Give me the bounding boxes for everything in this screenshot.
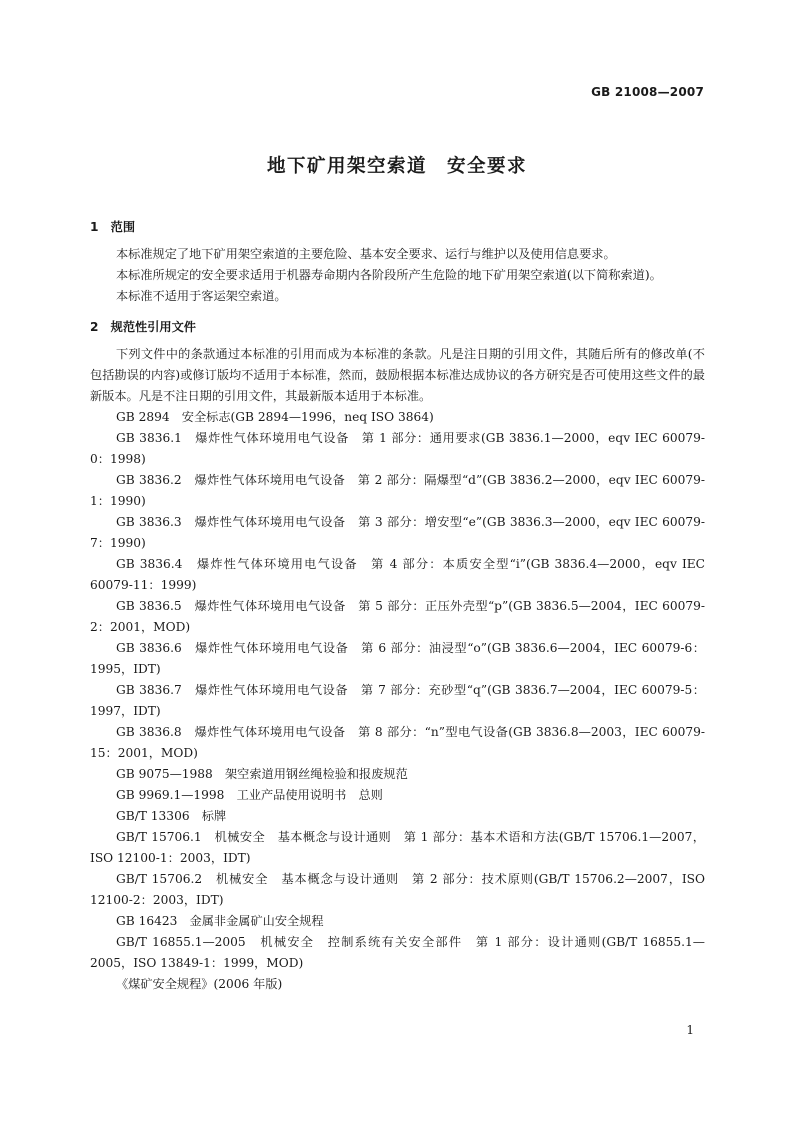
reference-item: GB 3836.5 爆炸性气体环境用电气设备 第 5 部分：正压外壳型“p”(GB 3836.5—2004，IEC 60079-2：2001，MOD) (90, 599, 705, 634)
reference-item: GB 3836.6 爆炸性气体环境用电气设备 第 6 部分：油浸型“o”(GB 3836.6—2004，IEC 60079-6：1995，IDT) (90, 641, 705, 676)
reference-item: GB/T 16855.1—2005 机械安全 控制系统有关安全部件 第 1 部分：设计通则(GB/T 16855.1—2005，ISO 13849-1：1999，MOD) (90, 935, 705, 970)
references-intro-paragraph: 下列文件中的条款通过本标准的引用而成为本标准的条款。凡是注日期的引用文件，其随后所有的修改单(不包括勘误的内容)或修订版均不适用于本标准，然而，鼓励根据本标准达成协议的各方研究是否可使用这些文件的最新版本。凡是不注日期的引用文件，其最新版本适用于本标准。 (90, 347, 705, 403)
reference-item: GB/T 15706.1 机械安全 基本概念与设计通则 第 1 部分：基本术语和方法(GB/T 15706.1—2007，ISO 12100-1：2003，IDT) (90, 830, 705, 865)
document-body (90, 217, 705, 995)
reference-item: GB 9075—1988 架空索道用钢丝绳检验和报废规范 (116, 767, 408, 781)
reference-item: GB/T 15706.2 机械安全 基本概念与设计通则 第 2 部分：技术原则(GB/T 15706.2—2007，ISO 12100-2：2003，IDT) (90, 872, 705, 907)
reference-item: GB 3836.4 爆炸性气体环境用电气设备 第 4 部分：本质安全型“i”(GB 3836.4—2000，eqv IEC 60079-11：1999) (90, 557, 705, 592)
scope-paragraph: 本标准所规定的安全要求适用于机器寿命期内各阶段所产生危险的地下矿用架空索道(以下简称索道)。 (116, 268, 662, 282)
standard-number: GB 21008—2007 (591, 85, 704, 99)
reference-item: 《煤矿安全规程》(2006 年版) (116, 977, 283, 991)
page-number: 1 (686, 1023, 694, 1037)
reference-item: GB 2894 安全标志(GB 2894—1996，neq ISO 3864) (116, 410, 434, 424)
section-heading-normative-references: 2 规范性引用文件 (90, 320, 196, 334)
scope-paragraph: 本标准规定了地下矿用架空索道的主要危险、基本安全要求、运行与维护以及使用信息要求。 (116, 247, 616, 261)
scope-paragraph: 本标准不适用于客运架空索道。 (116, 289, 287, 303)
reference-item: GB 3836.1 爆炸性气体环境用电气设备 第 1 部分：通用要求(GB 3836.1—2000，eqv IEC 60079-0：1998) (90, 431, 705, 466)
reference-item: GB 3836.2 爆炸性气体环境用电气设备 第 2 部分：隔爆型“d”(GB 3836.2—2000，eqv IEC 60079-1：1990) (90, 473, 705, 508)
reference-item: GB 3836.8 爆炸性气体环境用电气设备 第 8 部分：“n”型电气设备(GB 3836.8—2003，IEC 60079-15：2001，MOD) (90, 725, 705, 760)
reference-item: GB 16423 金属非金属矿山安全规程 (116, 914, 324, 928)
reference-item: GB 9969.1—1998 工业产品使用说明书 总则 (116, 788, 383, 802)
document-title: 地下矿用架空索道 安全要求 (266, 156, 527, 177)
reference-item: GB/T 13306 标牌 (116, 809, 227, 823)
section-heading-scope: 1 范围 (90, 220, 136, 234)
reference-item: GB 3836.7 爆炸性气体环境用电气设备 第 7 部分：充砂型“q”(GB 3836.7—2004，IEC 60079-5：1997，IDT) (90, 683, 705, 718)
reference-item: GB 3836.3 爆炸性气体环境用电气设备 第 3 部分：增安型“e”(GB 3836.3—2000，eqv IEC 60079-7：1990) (90, 515, 705, 550)
